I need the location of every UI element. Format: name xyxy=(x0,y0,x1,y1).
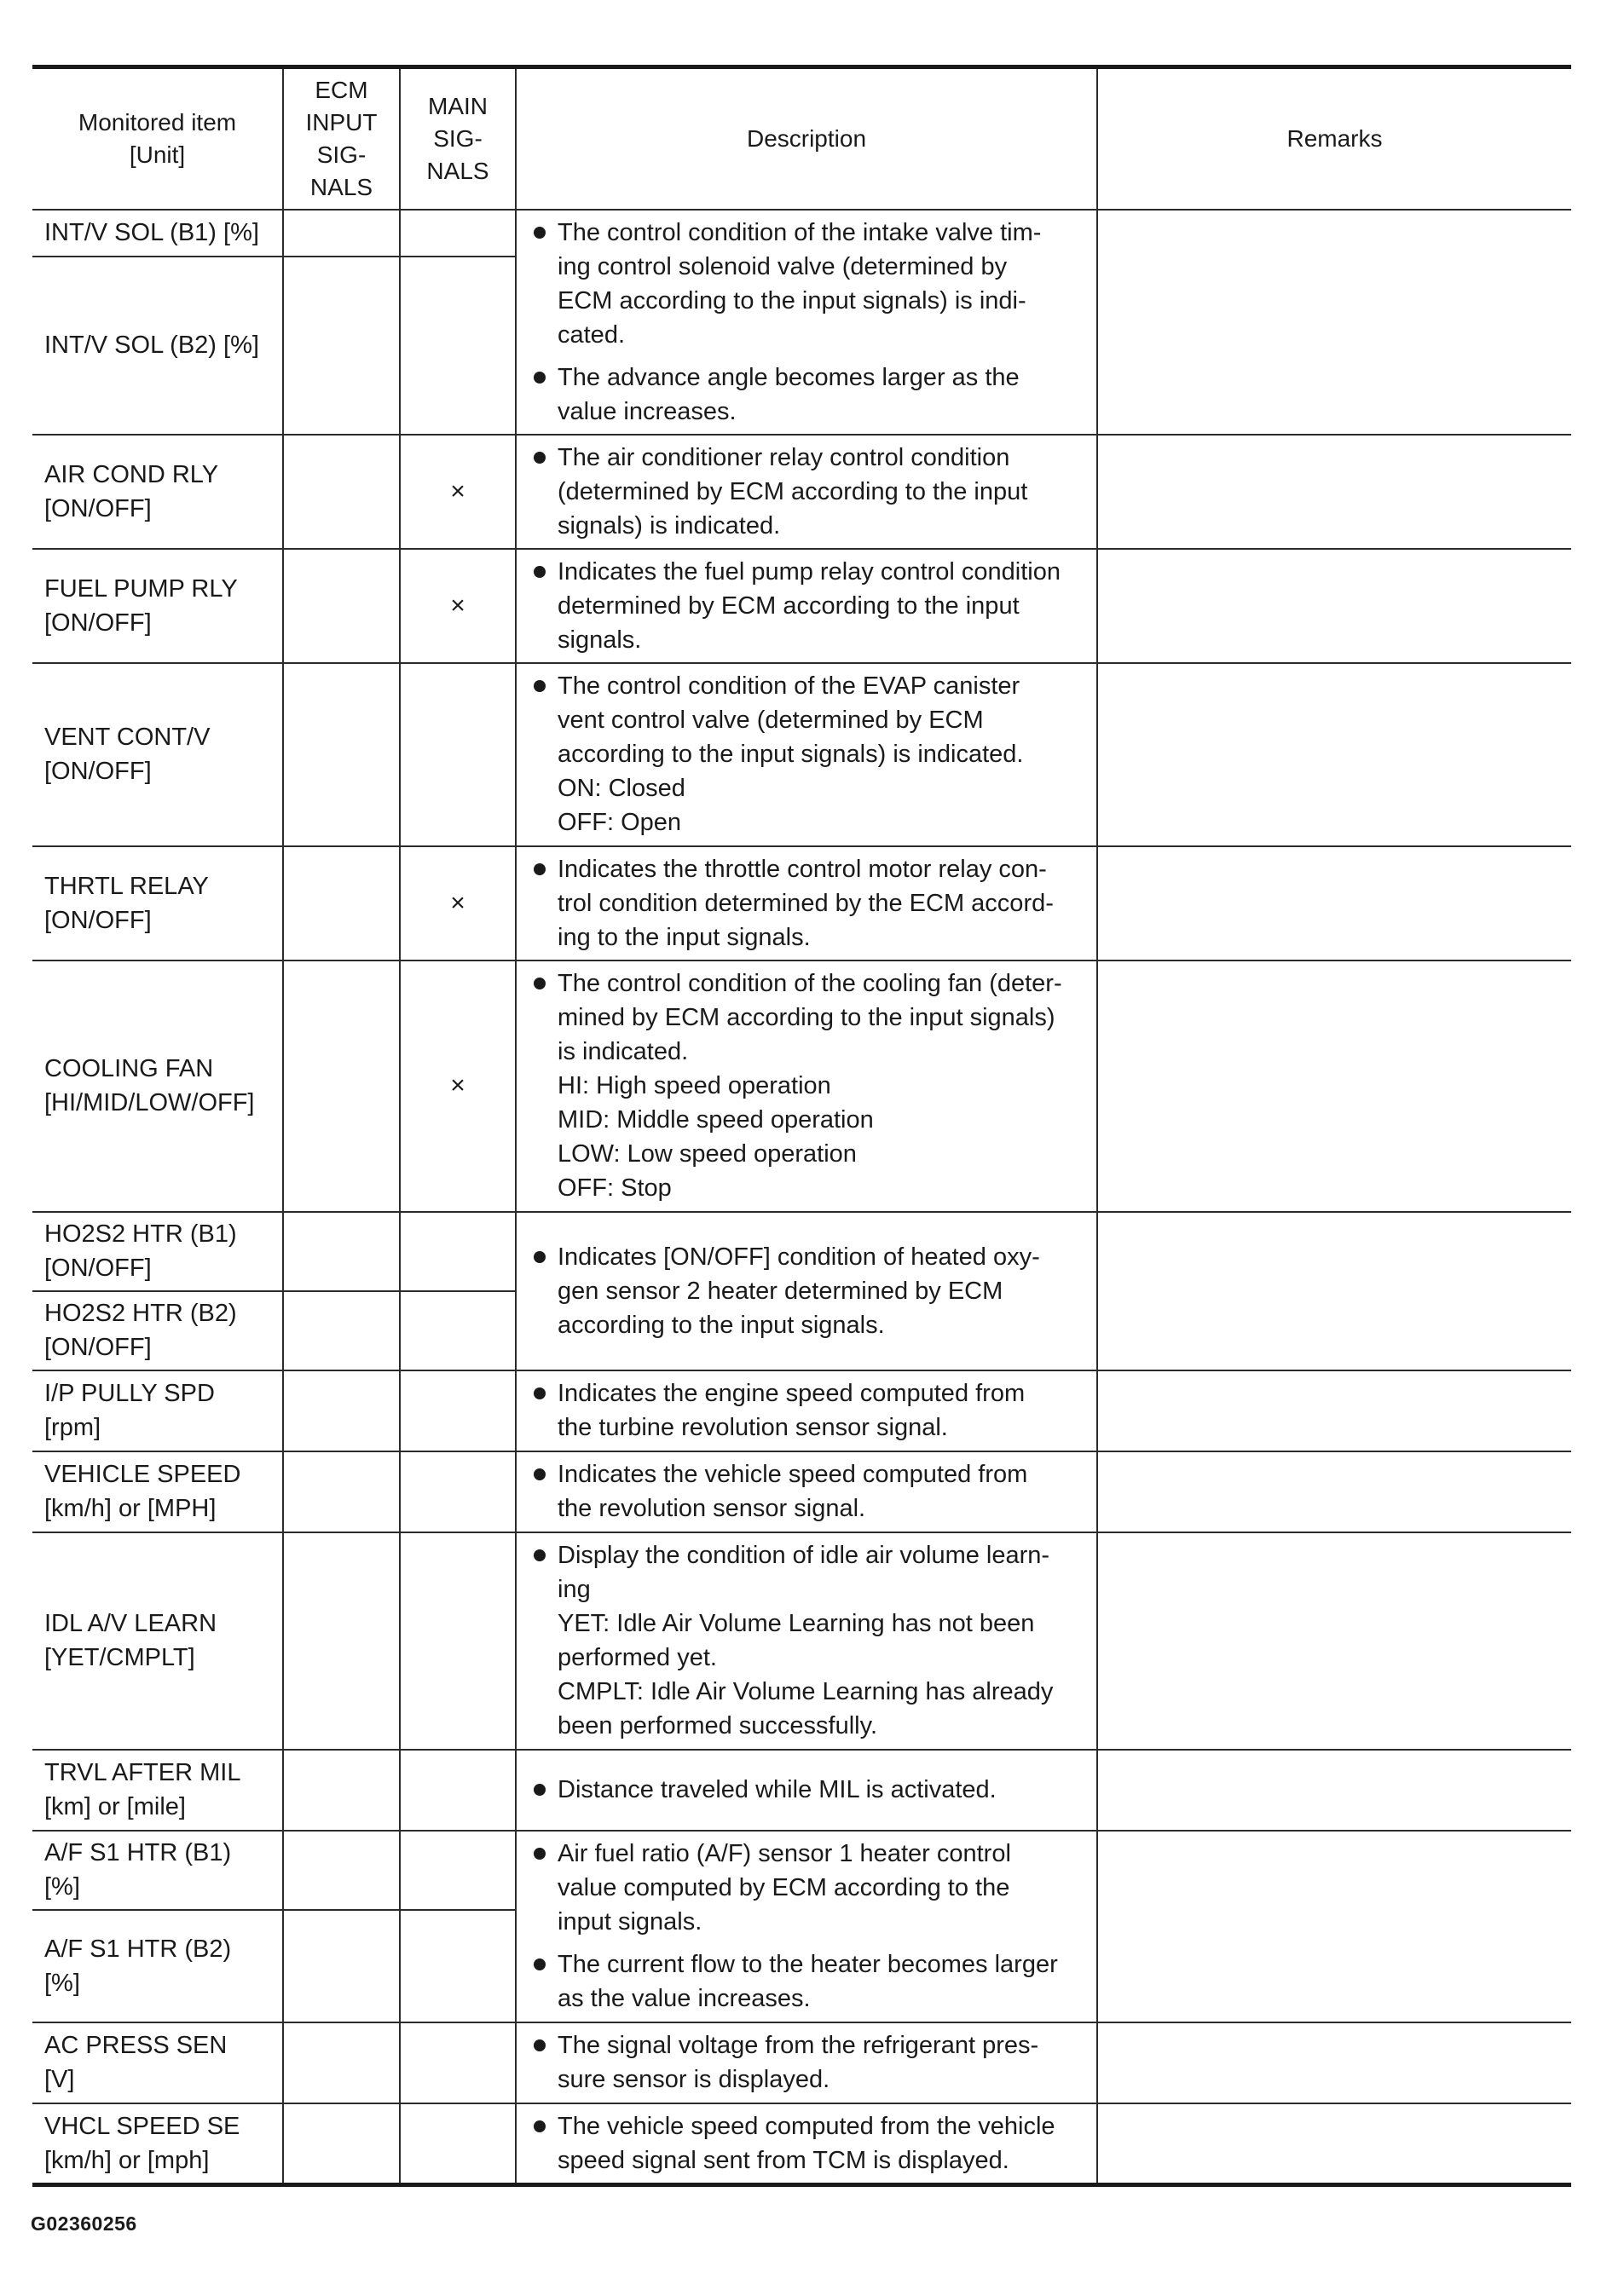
cell-text-line: MAIN xyxy=(428,92,488,119)
table-row xyxy=(32,1750,1571,1831)
description-line: trol condition determined by the ECM accord- xyxy=(558,889,1054,917)
item-vhcl-speed-se xyxy=(32,2103,283,2185)
cell-text-line: IDL A/V LEARN xyxy=(44,1610,217,1637)
bullet-text xyxy=(558,1376,1086,1445)
description-line: is indicated. xyxy=(558,1038,689,1065)
description-line: The current flow to the heater becomes larger xyxy=(558,1951,1058,1978)
table-row xyxy=(32,1831,1571,1910)
bullet-text xyxy=(558,1538,1086,1743)
description-line: The signal voltage from the refrigerant pres- xyxy=(558,2032,1039,2059)
remarks-cell xyxy=(1097,1532,1571,1750)
cell-text-line: FUEL PUMP RLY xyxy=(44,574,238,603)
main-signal-mark: × xyxy=(400,549,516,663)
cell-text-line: NALS xyxy=(309,173,373,200)
description-line: YET: Idle Air Volume Learning has not been xyxy=(558,1610,1035,1637)
cell-text-line: [V] xyxy=(44,2066,75,2093)
table-row xyxy=(32,2022,1571,2103)
ecm-cell xyxy=(283,1291,400,1370)
remarks-cell xyxy=(1097,435,1571,549)
main-cell xyxy=(400,663,516,846)
ecm-cell xyxy=(283,1451,400,1532)
desc-ip-pully-spd xyxy=(516,1370,1097,1451)
bullet-dot-icon xyxy=(534,1848,546,1860)
main-cell xyxy=(400,210,516,257)
ecm-cell xyxy=(283,1750,400,1831)
description-line: the turbine revolution sensor signal. xyxy=(558,1414,948,1441)
header-main-signals xyxy=(400,67,516,210)
cell-text-line: HO2S2 HTR (B1) xyxy=(44,1220,237,1248)
description-bullet xyxy=(532,1376,1086,1445)
remarks-cell xyxy=(1097,210,1571,435)
header-ecm-input-signals xyxy=(283,67,400,210)
description-bullet xyxy=(532,669,1086,839)
description-line: signals) is indicated. xyxy=(558,511,781,539)
ecm-cell xyxy=(283,1212,400,1291)
item-ho2s2-htr-b1 xyxy=(32,1212,283,1291)
remarks-cell xyxy=(1097,549,1571,663)
description-bullet xyxy=(532,1947,1086,2016)
description-bullet xyxy=(532,441,1086,543)
table-row xyxy=(32,435,1571,549)
header-remarks: Remarks xyxy=(1097,67,1571,210)
description-line: The vehicle speed computed from the vehicle xyxy=(558,2112,1055,2140)
table-row xyxy=(32,1451,1571,1532)
ecm-cell xyxy=(283,435,400,549)
description-bullet xyxy=(532,1773,1086,1807)
bullet-dot-icon xyxy=(534,2039,546,2051)
desc-thrtl-relay xyxy=(516,846,1097,961)
cell-text-line: INT/V SOL (B1) [%] xyxy=(44,219,259,246)
description-line: (determined by ECM according to the input xyxy=(558,477,1028,505)
main-signal-mark: × xyxy=(400,435,516,549)
main-cell xyxy=(400,1750,516,1831)
bullet-dot-icon xyxy=(534,680,546,692)
description-line: performed yet. xyxy=(558,1644,717,1671)
item-trvl-after-mil xyxy=(32,1750,283,1831)
cell-text-line: [rpm] xyxy=(44,1414,101,1441)
description-line: Distance traveled while MIL is activated. xyxy=(558,1776,997,1803)
cell-text-line: [%] xyxy=(44,1969,80,1997)
item-int-v-sol-b1 xyxy=(32,210,283,257)
table-row xyxy=(32,2103,1571,2185)
description-line: gen sensor 2 heater determined by ECM xyxy=(558,1277,1003,1305)
desc-cooling-fan xyxy=(516,961,1097,1212)
table-row xyxy=(32,1532,1571,1750)
description-line: The control condition of the intake valve tim- xyxy=(558,218,1042,246)
table-row xyxy=(32,210,1571,257)
description-line: Indicates the fuel pump relay control condition xyxy=(558,557,1061,586)
monitored-items-table xyxy=(32,65,1571,2187)
cell-text-line: ECM xyxy=(315,76,368,103)
description-line: The control condition of the EVAP canister xyxy=(558,672,1020,700)
cell-text-line: NALS xyxy=(426,157,489,184)
bullet-dot-icon xyxy=(534,1468,546,1480)
cell-text-line: [km] or [mile] xyxy=(44,1793,186,1820)
ecm-cell xyxy=(283,663,400,846)
description-line: ing control solenoid valve (determined by xyxy=(558,252,1008,280)
remarks-cell xyxy=(1097,1370,1571,1451)
table-row xyxy=(32,1370,1571,1451)
desc-vhcl-speed-se xyxy=(516,2103,1097,2185)
description-bullet xyxy=(532,1457,1086,1526)
main-cell xyxy=(400,1532,516,1750)
description-line: according to the input signals. xyxy=(558,1311,885,1339)
item-idl-av-learn xyxy=(32,1532,283,1750)
cell-text-line: [YET/CMPLT] xyxy=(44,1644,195,1671)
description-line: input signals. xyxy=(558,1908,702,1935)
bullet-text xyxy=(558,555,1086,657)
description-line: Indicates the vehicle speed computed from xyxy=(558,1461,1028,1488)
bullet-text xyxy=(558,2028,1086,2097)
description-line: the revolution sensor signal. xyxy=(558,1495,866,1522)
description-bullet xyxy=(532,1538,1086,1743)
description-line: mined by ECM according to the input signals) xyxy=(558,1004,1055,1031)
desc-ac-press-sen xyxy=(516,2022,1097,2103)
cell-text-line: [ON/OFF] xyxy=(44,494,152,522)
item-af-s1-htr-b1 xyxy=(32,1831,283,1910)
item-int-v-sol-b2 xyxy=(32,257,283,435)
cell-text-line: INT/V SOL (B2) [%] xyxy=(44,332,259,359)
cell-text-line: [ON/OFF] xyxy=(44,1334,152,1361)
description-bullet xyxy=(532,2109,1086,2178)
cell-text-line: [ON/OFF] xyxy=(44,1255,152,1282)
main-cell xyxy=(400,1910,516,2022)
desc-idl-av-learn xyxy=(516,1532,1097,1750)
table-row xyxy=(32,663,1571,846)
desc-int-v-sol xyxy=(516,210,1097,435)
item-vent-cont-v xyxy=(32,663,283,846)
bullet-dot-icon xyxy=(534,2120,546,2132)
item-af-s1-htr-b2 xyxy=(32,1910,283,2022)
description-bullet xyxy=(532,2028,1086,2097)
table-row xyxy=(32,549,1571,663)
main-cell xyxy=(400,2022,516,2103)
cell-text-line: [ON/OFF] xyxy=(44,906,152,934)
description-bullet xyxy=(532,361,1086,429)
desc-vehicle-speed xyxy=(516,1451,1097,1532)
remarks-cell xyxy=(1097,2022,1571,2103)
description-line: value increases. xyxy=(558,397,737,425)
item-fuel-pump-rly xyxy=(32,549,283,663)
cell-text-line: VHCL SPEED SE xyxy=(44,2112,240,2140)
item-thrtl-relay xyxy=(32,846,283,961)
cell-text-line: THRTL RELAY xyxy=(44,872,209,900)
description-line: speed signal sent from TCM is displayed. xyxy=(558,2146,1009,2174)
bullet-dot-icon xyxy=(534,1784,546,1796)
description-bullet xyxy=(532,966,1086,1205)
main-cell xyxy=(400,1451,516,1532)
bullet-text xyxy=(558,361,1086,429)
bullet-text xyxy=(558,1773,1086,1807)
description-bullet xyxy=(532,1837,1086,1939)
description-line: OFF: Open xyxy=(558,809,682,836)
ecm-cell xyxy=(283,2103,400,2185)
item-ip-pully-spd xyxy=(32,1370,283,1451)
bullet-dot-icon xyxy=(534,863,546,875)
header-description: Description xyxy=(516,67,1097,210)
item-vehicle-speed xyxy=(32,1451,283,1532)
table-row xyxy=(32,961,1571,1212)
cell-text-line: VEHICLE SPEED xyxy=(44,1461,241,1488)
description-line: signals. xyxy=(558,626,642,654)
description-line: sure sensor is displayed. xyxy=(558,2066,830,2093)
cell-text-line: [ON/OFF] xyxy=(44,609,152,637)
bullet-text xyxy=(558,1240,1086,1342)
item-air-cond-rly xyxy=(32,435,283,549)
desc-air-cond-rly xyxy=(516,435,1097,549)
bullet-dot-icon xyxy=(534,372,546,384)
table-row xyxy=(32,846,1571,961)
bullet-text xyxy=(558,1457,1086,1526)
cell-text-line: [HI/MID/LOW/OFF] xyxy=(44,1089,255,1116)
description-bullet xyxy=(532,216,1086,352)
description-line: vent control valve (determined by ECM xyxy=(558,707,984,734)
cell-text-line: I/P PULLY SPD xyxy=(44,1380,215,1407)
description-line: The air conditioner relay control condition xyxy=(558,443,1010,471)
remarks-cell xyxy=(1097,961,1571,1212)
cell-text-line: [Unit] xyxy=(129,141,186,168)
bullet-text xyxy=(558,669,1086,839)
cell-text-line: AIR COND RLY xyxy=(44,460,219,488)
bullet-dot-icon xyxy=(534,1251,546,1263)
main-signal-mark: × xyxy=(400,961,516,1212)
cell-text-line: VENT CONT/V xyxy=(44,724,211,751)
cell-text-line: COOLING FAN xyxy=(44,1055,214,1082)
description-line: ECM according to the input signals) is indi- xyxy=(558,286,1026,314)
description-bullet xyxy=(532,852,1086,955)
description-line: according to the input signals) is indicated. xyxy=(558,741,1024,768)
bullet-text xyxy=(558,852,1086,955)
cell-text-line: [km/h] or [mph] xyxy=(44,2146,210,2174)
desc-ho2s2-htr xyxy=(516,1212,1097,1370)
cell-text-line: INPUT xyxy=(305,108,378,136)
description-bullet xyxy=(532,1240,1086,1342)
remarks-cell xyxy=(1097,1831,1571,2022)
main-cell xyxy=(400,1212,516,1291)
main-cell xyxy=(400,1291,516,1370)
ecm-cell xyxy=(283,210,400,257)
header-row xyxy=(32,67,1571,210)
description-line: Indicates [ON/OFF] condition of heated oxy- xyxy=(558,1243,1040,1271)
bullet-dot-icon xyxy=(534,566,546,578)
cell-text-line: Monitored item xyxy=(78,108,237,136)
description-line: Indicates the throttle control motor relay con- xyxy=(558,855,1047,883)
description-line: ing xyxy=(558,1576,591,1603)
header-monitored-item xyxy=(32,67,283,210)
ecm-cell xyxy=(283,1532,400,1750)
main-cell xyxy=(400,1831,516,1910)
description-line: ing to the input signals. xyxy=(558,923,811,951)
bullet-text xyxy=(558,1947,1086,2016)
description-line: HI: High speed operation xyxy=(558,1072,831,1099)
table-row xyxy=(32,1212,1571,1291)
description-line: Display the condition of idle air volume learn- xyxy=(558,1542,1050,1569)
description-line: ON: Closed xyxy=(558,775,685,802)
desc-af-s1-htr xyxy=(516,1831,1097,2022)
description-line: The advance angle becomes larger as the xyxy=(558,363,1020,391)
bullet-dot-icon xyxy=(534,1959,546,1970)
description-line: Indicates the engine speed computed from xyxy=(558,1380,1026,1407)
description-line: CMPLT: Idle Air Volume Learning has already xyxy=(558,1678,1054,1705)
bullet-text xyxy=(558,216,1086,352)
ecm-cell xyxy=(283,2022,400,2103)
ecm-cell xyxy=(283,257,400,435)
description-line: OFF: Stop xyxy=(558,1174,672,1202)
ecm-cell xyxy=(283,549,400,663)
cell-text-line: A/F S1 HTR (B2) xyxy=(44,1935,232,1963)
bullet-text xyxy=(558,1837,1086,1939)
remarks-cell xyxy=(1097,663,1571,846)
figure-code: G02360256 xyxy=(31,2212,137,2235)
desc-trvl-after-mil xyxy=(516,1750,1097,1831)
main-signal-mark: × xyxy=(400,846,516,961)
remarks-cell xyxy=(1097,1212,1571,1370)
cell-text-line: SIG- xyxy=(316,141,367,168)
main-cell xyxy=(400,2103,516,2185)
bullet-text xyxy=(558,966,1086,1205)
description-line: The control condition of the cooling fan (deter- xyxy=(558,970,1062,997)
description-line: value computed by ECM according to the xyxy=(558,1874,1010,1901)
item-ac-press-sen xyxy=(32,2022,283,2103)
description-line: LOW: Low speed operation xyxy=(558,1140,857,1168)
bullet-dot-icon xyxy=(534,452,546,464)
cell-text-line: [km/h] or [MPH] xyxy=(44,1495,217,1522)
cell-text-line: TRVL AFTER MIL xyxy=(44,1759,241,1786)
item-cooling-fan xyxy=(32,961,283,1212)
remarks-cell xyxy=(1097,1451,1571,1532)
remarks-cell xyxy=(1097,1750,1571,1831)
cell-text-line: [ON/OFF] xyxy=(44,758,152,785)
item-ho2s2-htr-b2 xyxy=(32,1291,283,1370)
ecm-cell xyxy=(283,961,400,1212)
description-line: as the value increases. xyxy=(558,1985,811,2012)
main-cell xyxy=(400,1370,516,1451)
ecm-cell xyxy=(283,1370,400,1451)
remarks-cell xyxy=(1097,846,1571,961)
remarks-cell xyxy=(1097,2103,1571,2185)
description-line: determined by ECM according to the input xyxy=(558,591,1020,620)
description-line: been performed successfully. xyxy=(558,1712,878,1739)
bullet-dot-icon xyxy=(534,1549,546,1561)
description-line: MID: Middle speed operation xyxy=(558,1106,874,1134)
cell-text-line: [%] xyxy=(44,1873,80,1901)
cell-text-line: SIG- xyxy=(433,124,483,152)
description-line: Air fuel ratio (A/F) sensor 1 heater control xyxy=(558,1840,1011,1867)
ecm-cell xyxy=(283,1910,400,2022)
main-cell xyxy=(400,257,516,435)
bullet-dot-icon xyxy=(534,1387,546,1399)
description-line: cated. xyxy=(558,320,625,349)
description-bullet xyxy=(532,555,1086,657)
bullet-dot-icon xyxy=(534,227,546,239)
cell-text-line: A/F S1 HTR (B1) xyxy=(44,1839,232,1866)
bullet-text xyxy=(558,441,1086,543)
cell-text-line: AC PRESS SEN xyxy=(44,2032,228,2059)
bullet-text xyxy=(558,2109,1086,2178)
desc-fuel-pump-rly xyxy=(516,549,1097,663)
cell-text-line: HO2S2 HTR (B2) xyxy=(44,1300,237,1327)
ecm-cell xyxy=(283,846,400,961)
ecm-cell xyxy=(283,1831,400,1910)
desc-vent-cont-v xyxy=(516,663,1097,846)
bullet-dot-icon xyxy=(534,978,546,989)
